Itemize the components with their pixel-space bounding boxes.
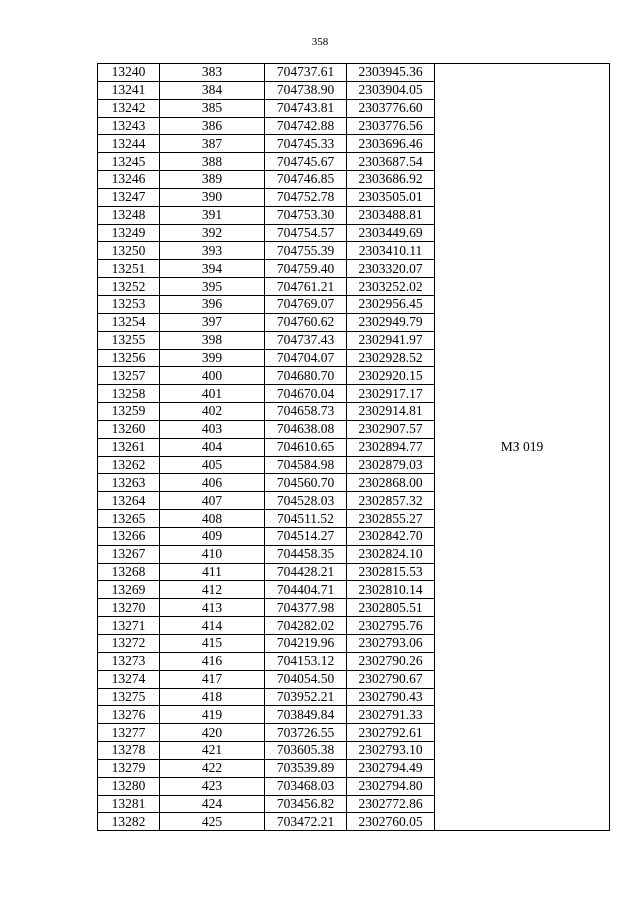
y-coordinate-cell: 2302792.61 [347,724,435,742]
x-coordinate-cell: 704428.21 [265,563,347,581]
point-number-cell: 420 [160,724,265,742]
point-number-cell: 395 [160,278,265,296]
x-coordinate-cell: 703726.55 [265,724,347,742]
x-coordinate-cell: 703952.21 [265,688,347,706]
y-coordinate-cell: 2302793.06 [347,635,435,653]
point-number-cell: 424 [160,795,265,813]
table-body [98,64,610,831]
point-number-cell: 383 [160,64,265,82]
point-id-cell: 13260 [98,420,160,438]
y-coordinate-cell: 2302790.67 [347,670,435,688]
point-id-cell: 13269 [98,581,160,599]
y-coordinate-cell: 2303320.07 [347,260,435,278]
point-number-cell: 411 [160,563,265,581]
y-coordinate-cell: 2302928.52 [347,349,435,367]
y-coordinate-cell: 2302772.86 [347,795,435,813]
point-number-cell: 391 [160,206,265,224]
y-coordinate-cell: 2302810.14 [347,581,435,599]
zone-label-cell: МЗ 019 [435,64,610,831]
point-number-cell: 387 [160,135,265,153]
x-coordinate-cell: 704759.40 [265,260,347,278]
x-coordinate-cell: 704745.33 [265,135,347,153]
y-coordinate-cell: 2302941.97 [347,331,435,349]
x-coordinate-cell: 704745.67 [265,153,347,171]
x-coordinate-cell: 704760.62 [265,313,347,331]
y-coordinate-cell: 2302824.10 [347,545,435,563]
page-number: 358 [311,36,329,48]
y-coordinate-cell: 2302793.10 [347,742,435,760]
x-coordinate-cell: 704737.61 [265,64,347,82]
x-coordinate-cell: 704754.57 [265,224,347,242]
x-coordinate-cell: 704054.50 [265,670,347,688]
point-number-cell: 386 [160,117,265,135]
point-id-cell: 13246 [98,171,160,189]
x-coordinate-cell: 704528.03 [265,492,347,510]
x-coordinate-cell: 704670.04 [265,385,347,403]
x-coordinate-cell: 704514.27 [265,527,347,545]
point-id-cell: 13277 [98,724,160,742]
y-coordinate-cell: 2303776.60 [347,99,435,117]
x-coordinate-cell: 704753.30 [265,206,347,224]
point-id-cell: 13270 [98,599,160,617]
point-number-cell: 418 [160,688,265,706]
point-number-cell: 403 [160,420,265,438]
y-coordinate-cell: 2302920.15 [347,367,435,385]
point-id-cell: 13248 [98,206,160,224]
point-id-cell: 13279 [98,759,160,777]
point-id-cell: 13281 [98,795,160,813]
x-coordinate-cell: 704738.90 [265,81,347,99]
point-number-cell: 401 [160,385,265,403]
y-coordinate-cell: 2302879.03 [347,456,435,474]
x-coordinate-cell: 704282.02 [265,617,347,635]
point-id-cell: 13256 [98,349,160,367]
point-number-cell: 407 [160,492,265,510]
point-number-cell: 384 [160,81,265,99]
point-number-cell: 422 [160,759,265,777]
x-coordinate-cell: 703472.21 [265,813,347,831]
point-number-cell: 398 [160,331,265,349]
y-coordinate-cell: 2302917.17 [347,385,435,403]
x-coordinate-cell: 704755.39 [265,242,347,260]
point-id-cell: 13259 [98,403,160,421]
point-id-cell: 13267 [98,545,160,563]
y-coordinate-cell: 2302815.53 [347,563,435,581]
y-coordinate-cell: 2303410.11 [347,242,435,260]
y-coordinate-cell: 2303252.02 [347,278,435,296]
x-coordinate-cell: 704584.98 [265,456,347,474]
point-id-cell: 13250 [98,242,160,260]
coordinates-table [97,63,610,831]
point-id-cell: 13271 [98,617,160,635]
point-number-cell: 409 [160,527,265,545]
y-coordinate-cell: 2302791.33 [347,706,435,724]
x-coordinate-cell: 704761.21 [265,278,347,296]
y-coordinate-cell: 2302956.45 [347,295,435,313]
point-number-cell: 399 [160,349,265,367]
x-coordinate-cell: 704638.08 [265,420,347,438]
x-coordinate-cell: 704704.07 [265,349,347,367]
point-number-cell: 388 [160,153,265,171]
point-id-cell: 13241 [98,81,160,99]
point-number-cell: 402 [160,403,265,421]
point-id-cell: 13257 [98,367,160,385]
point-id-cell: 13243 [98,117,160,135]
point-id-cell: 13282 [98,813,160,831]
point-id-cell: 13272 [98,635,160,653]
x-coordinate-cell: 704737.43 [265,331,347,349]
point-number-cell: 413 [160,599,265,617]
point-number-cell: 392 [160,224,265,242]
y-coordinate-cell: 2302794.49 [347,759,435,777]
point-id-cell: 13240 [98,64,160,82]
x-coordinate-cell: 704219.96 [265,635,347,653]
point-number-cell: 417 [160,670,265,688]
point-id-cell: 13278 [98,742,160,760]
point-number-cell: 415 [160,635,265,653]
point-id-cell: 13242 [98,99,160,117]
y-coordinate-cell: 2302894.77 [347,438,435,456]
point-id-cell: 13255 [98,331,160,349]
y-coordinate-cell: 2302868.00 [347,474,435,492]
point-id-cell: 13273 [98,652,160,670]
point-number-cell: 421 [160,742,265,760]
point-id-cell: 13252 [98,278,160,296]
x-coordinate-cell: 704377.98 [265,599,347,617]
y-coordinate-cell: 2302760.05 [347,813,435,831]
x-coordinate-cell: 704680.70 [265,367,347,385]
y-coordinate-cell: 2303904.05 [347,81,435,99]
x-coordinate-cell: 703539.89 [265,759,347,777]
y-coordinate-cell: 2303687.54 [347,153,435,171]
point-number-cell: 397 [160,313,265,331]
y-coordinate-cell: 2302949.79 [347,313,435,331]
point-number-cell: 393 [160,242,265,260]
point-number-cell: 410 [160,545,265,563]
x-coordinate-cell: 703456.82 [265,795,347,813]
y-coordinate-cell: 2302790.26 [347,652,435,670]
point-number-cell: 423 [160,777,265,795]
point-number-cell: 385 [160,99,265,117]
x-coordinate-cell: 704752.78 [265,188,347,206]
point-id-cell: 13258 [98,385,160,403]
point-number-cell: 414 [160,617,265,635]
point-id-cell: 13249 [98,224,160,242]
point-id-cell: 13276 [98,706,160,724]
point-number-cell: 406 [160,474,265,492]
point-number-cell: 425 [160,813,265,831]
point-number-cell: 394 [160,260,265,278]
x-coordinate-cell: 704610.65 [265,438,347,456]
x-coordinate-cell: 704658.73 [265,403,347,421]
point-number-cell: 400 [160,367,265,385]
point-id-cell: 13265 [98,510,160,528]
x-coordinate-cell: 703605.38 [265,742,347,760]
y-coordinate-cell: 2303776.56 [347,117,435,135]
x-coordinate-cell: 704743.81 [265,99,347,117]
point-id-cell: 13274 [98,670,160,688]
point-id-cell: 13251 [98,260,160,278]
point-number-cell: 405 [160,456,265,474]
x-coordinate-cell: 704560.70 [265,474,347,492]
x-coordinate-cell: 704153.12 [265,652,347,670]
x-coordinate-cell: 704769.07 [265,295,347,313]
point-number-cell: 412 [160,581,265,599]
point-number-cell: 419 [160,706,265,724]
table-row [98,64,610,82]
point-id-cell: 13275 [98,688,160,706]
y-coordinate-cell: 2303449.69 [347,224,435,242]
y-coordinate-cell: 2302857.32 [347,492,435,510]
point-number-cell: 390 [160,188,265,206]
point-id-cell: 13254 [98,313,160,331]
y-coordinate-cell: 2302805.51 [347,599,435,617]
point-number-cell: 389 [160,171,265,189]
y-coordinate-cell: 2303505.01 [347,188,435,206]
point-number-cell: 404 [160,438,265,456]
point-id-cell: 13264 [98,492,160,510]
point-number-cell: 408 [160,510,265,528]
point-id-cell: 13247 [98,188,160,206]
y-coordinate-cell: 2303488.81 [347,206,435,224]
point-id-cell: 13261 [98,438,160,456]
x-coordinate-cell: 704404.71 [265,581,347,599]
x-coordinate-cell: 704746.85 [265,171,347,189]
point-number-cell: 396 [160,295,265,313]
y-coordinate-cell: 2302855.27 [347,510,435,528]
x-coordinate-cell: 704742.88 [265,117,347,135]
y-coordinate-cell: 2302794.80 [347,777,435,795]
point-id-cell: 13253 [98,295,160,313]
y-coordinate-cell: 2302914.81 [347,403,435,421]
point-id-cell: 13244 [98,135,160,153]
point-id-cell: 13245 [98,153,160,171]
y-coordinate-cell: 2303696.46 [347,135,435,153]
point-id-cell: 13280 [98,777,160,795]
x-coordinate-cell: 704511.52 [265,510,347,528]
y-coordinate-cell: 2303686.92 [347,171,435,189]
y-coordinate-cell: 2302795.76 [347,617,435,635]
point-id-cell: 13268 [98,563,160,581]
x-coordinate-cell: 703849.84 [265,706,347,724]
x-coordinate-cell: 703468.03 [265,777,347,795]
y-coordinate-cell: 2302790.43 [347,688,435,706]
x-coordinate-cell: 704458.35 [265,545,347,563]
y-coordinate-cell: 2303945.36 [347,64,435,82]
point-id-cell: 13263 [98,474,160,492]
point-number-cell: 416 [160,652,265,670]
y-coordinate-cell: 2302842.70 [347,527,435,545]
y-coordinate-cell: 2302907.57 [347,420,435,438]
point-id-cell: 13266 [98,527,160,545]
point-id-cell: 13262 [98,456,160,474]
